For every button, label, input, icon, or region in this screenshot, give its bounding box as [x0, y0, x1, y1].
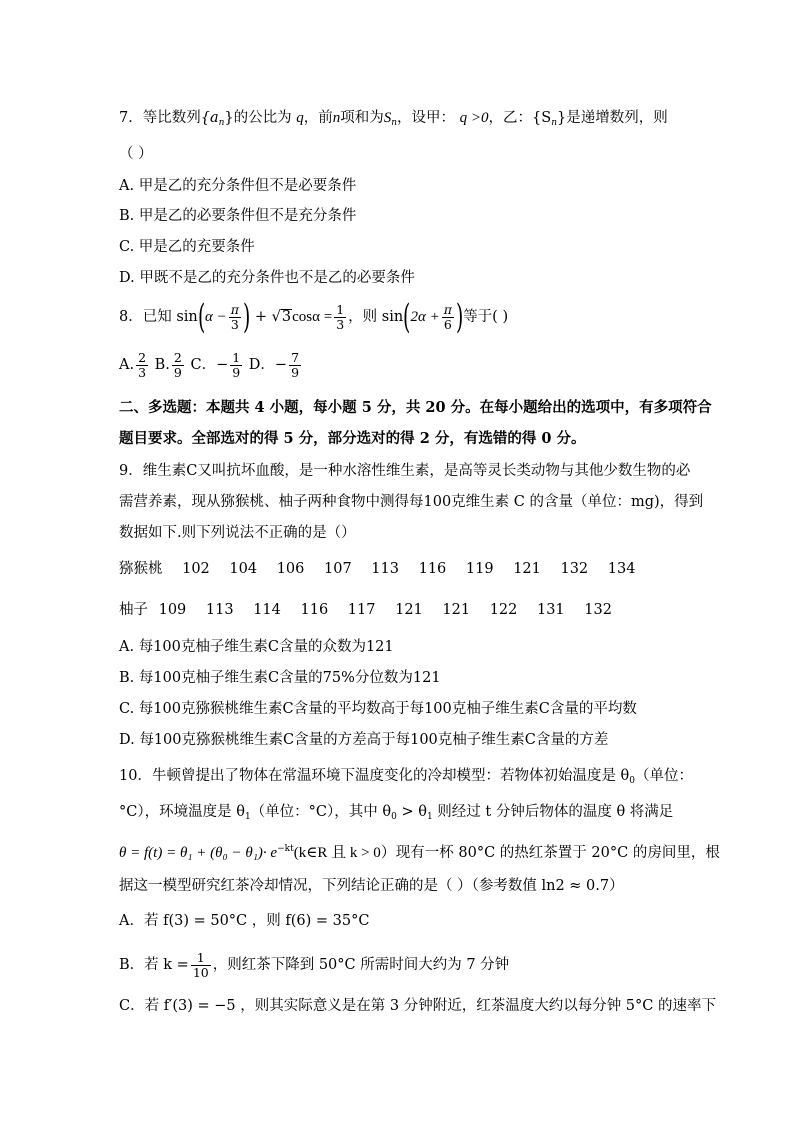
q10-stem-line1: 10．牛顿曾提出了物体在常温环境下温度变化的冷却模型：若物体初始温度是 $\theta_0$（单位： — [119, 768, 694, 786]
pomelo-value: 132 — [584, 602, 612, 618]
kiwi-value: 134 — [607, 561, 636, 577]
kiwi-value: 102 — [182, 561, 210, 577]
pomelo-value: 131 — [536, 602, 565, 618]
q10-option-b: B．若 k = $\frac{1}{10}$ ，则红茶下降到 50°C 所需时间大约为 7 分钟 — [119, 949, 510, 980]
pomelo-value: 121 — [442, 602, 471, 618]
q9-kiwi-row — [119, 559, 635, 579]
q7-option-b: B. 甲是乙的必要条件但不是充分条件 — [119, 208, 357, 224]
q7-option-c: C. 甲是乙的充要条件 — [119, 239, 255, 255]
q8-options: A. $\frac{2}{3}$ B. $\frac{2}{9}$ C．− $\frac{1}{9}$ D．− $\frac{7}{9}$ — [119, 349, 300, 380]
q10-stem-line4: 据这一模型研究红茶冷却情况，下列结论正确的是（ ）（参考数值 ln2 ≈ 0.7） — [119, 878, 624, 894]
pomelo-value: 117 — [347, 602, 376, 618]
q8-stem: 8．已知 sin(α − $\frac{\pi}{3}$ ) + √3cosα = $\frac{1}{3}$ ，则 sin(2α + $\frac{\pi}{6}$ )等于( ) — [119, 297, 509, 337]
q10-option-c: C．若 f′(3) = −5 ，则其实际意义是在第 3 分钟附近，红茶温度大约以每分钟 5°C 的速率下 — [119, 998, 716, 1014]
q9-option-d: D. 每100克猕猴桃维生素C含量的方差高于每100克柚子维生素C含量的方差 — [119, 732, 609, 748]
q9-stem-line2: 需营养素，现从猕猴桃、柚子两种食物中测得每100克维生素 C 的含量（单位：mg)，得到 — [119, 494, 704, 510]
row-label: 猕猴桃 — [119, 561, 163, 577]
q9-pomelo-row — [119, 600, 612, 620]
pomelo-value: 121 — [395, 602, 423, 618]
q10-option-a: A．若 f(3) = 50°C ，则 f(6) = 35°C — [119, 913, 370, 929]
pomelo-value: 109 — [158, 602, 187, 618]
kiwi-value: 106 — [276, 561, 305, 577]
kiwi-value: 113 — [371, 561, 399, 577]
row-label: 柚子 — [119, 602, 148, 618]
q9-stem-line1: 9．维生素C又叫抗坏血酸，是一种水溶性维生素，是高等灵长类动物与其他少数生物的必 — [119, 463, 691, 479]
section-heading-line1: 二、多选题：本题共 4 小题，每小题 5 分，共 20 分。在每小题给出的选项中，有多项符合 — [119, 399, 712, 416]
kiwi-value: 119 — [465, 561, 494, 577]
q9-stem-line3: 数据如下.则下列说法不正确的是（） — [119, 525, 356, 541]
kiwi-value: 116 — [418, 561, 447, 577]
q7-option-d: D. 甲既不是乙的充分条件也不是乙的必要条件 — [119, 270, 415, 286]
pomelo-value: 114 — [253, 602, 281, 618]
kiwi-value: 121 — [513, 561, 541, 577]
kiwi-value: 107 — [324, 561, 352, 577]
q9-option-b: B. 每100克柚子维生素C含量的75%分位数为121 — [119, 670, 441, 686]
q9-option-c: C. 每100克猕猴桃维生素C含量的平均数高于每100克柚子维生素C含量的平均数 — [119, 701, 637, 717]
q10-stem-line2: °C），环境温度是 $\theta_1$（单位：°C），其中 $\theta_0 > \theta_1$ 则经过 t 分钟后物体的温度 θ 将满足 — [119, 804, 674, 822]
pomelo-value: 116 — [300, 602, 329, 618]
q10-stem-line3: $\theta = f(t) = \theta_1 + (\theta_0 - \theta_1)\cdot e^{-kt}(k\in R$ 且 k > 0）现有一杯 80°C 的热红茶置于 20°C 的房间里，根 — [119, 844, 720, 861]
q9-option-a: A. 每100克柚子维生素C含量的众数为121 — [119, 639, 394, 655]
pomelo-value: 122 — [489, 602, 518, 618]
q7-stem: 7．等比数列$\{a_n\}$的公比为 q，前n项和为$S_n$，设甲： q >0，乙：$\{S_n\}$是递增数列，则 — [119, 110, 668, 128]
kiwi-value: 132 — [560, 561, 589, 577]
q7-answer-paren: （ ） — [119, 146, 153, 162]
kiwi-value: 104 — [229, 561, 258, 577]
q7-option-a: A. 甲是乙的充分条件但不是必要条件 — [119, 178, 357, 194]
pomelo-value: 113 — [205, 602, 234, 618]
section-heading-line2: 题目要求。全部选对的得 5 分，部分选对的得 2 分，有选错的得 0 分。 — [119, 430, 586, 447]
